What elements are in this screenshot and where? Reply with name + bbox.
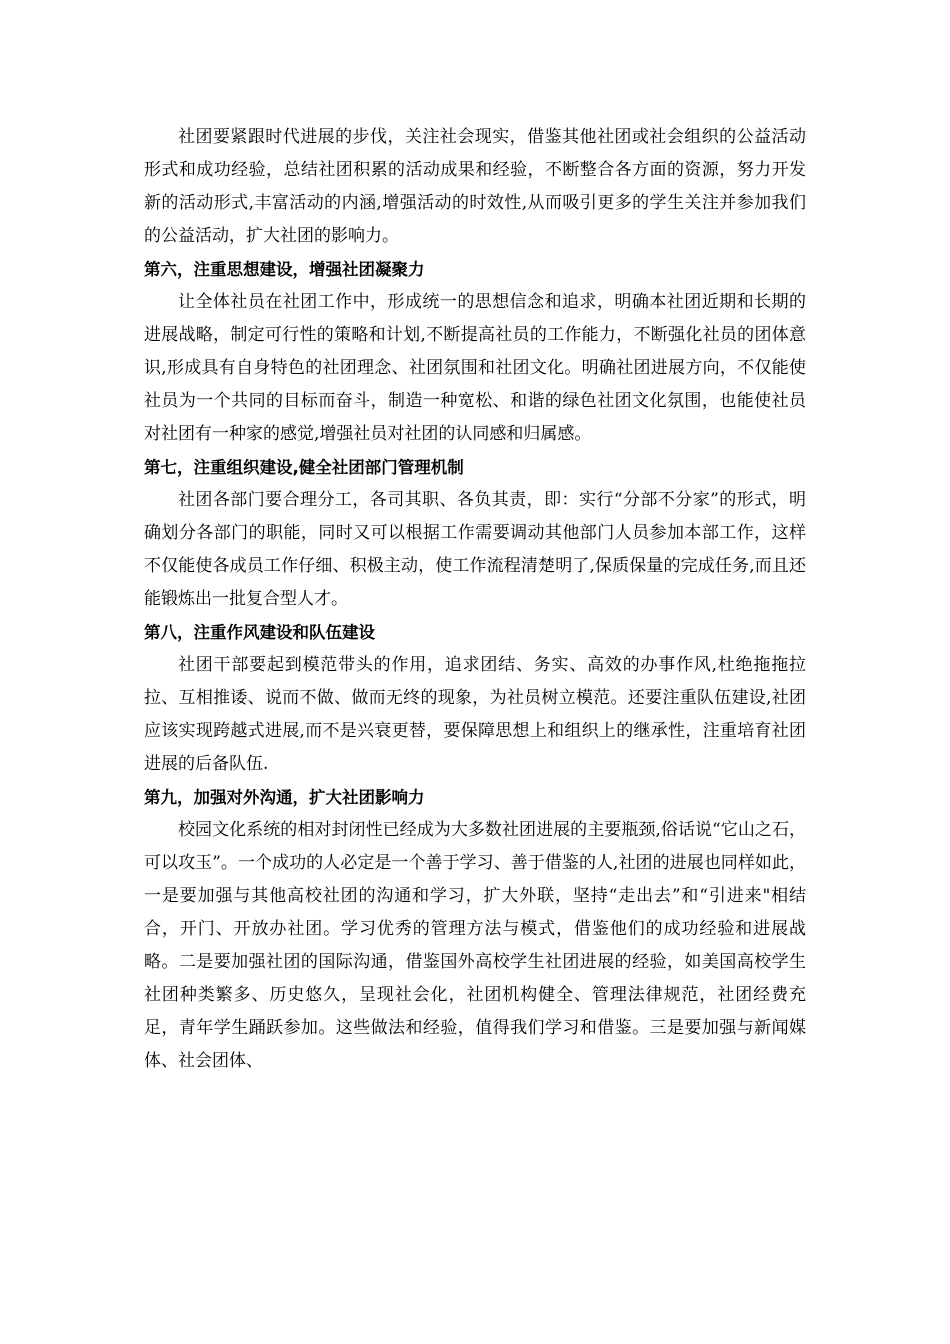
heading-section-9: 第九，加强对外沟通，扩大社团影响力 [144, 788, 425, 807]
paragraph-community-activities: 社团要紧跟时代进展的步伐，关注社会现实，借鉴其他社团或社会组织的公益活动形式和成功经验，总结社团积累的活动成果和经验，不断整合各方面的资源，努力开发新的活动形式,丰富活动的内涵,增强活动的时效性,从而吸引更多的学生关注并参加我们的公益活动，扩大社团的影响力。 [144, 127, 806, 246]
paragraph-work-style-building: 社团干部要起到模范带头的作用，追求团结、务实、高效的办事作风,杜绝拖拖拉拉、互相推诿、说而不做、做而无终的现象，为社员树立模范。还要注重队伍建设,社团应该实现跨越式进展,而不是兴衰更替，要保障思想上和组织上的继承性，注重培育社团进展的后备队伍. [144, 655, 806, 774]
paragraph-external-communication: 校园文化系统的相对封闭性已经成为大多数社团进展的主要瓶颈,俗话说“它山之石，可以攻玉”。一个成功的人必定是一个善于学习、善于借鉴的人,社团的进展也同样如此，一是要加强与其他高校社团的沟通和学习，扩大外联，坚持“走出去”和“引进来"相结合，开门、开放办社团。学习优秀的管理方法与模式，借鉴他们的成功经验和进展战略。二是要加强社团的国际沟通，借鉴国外高校学生社团进展的经验，如美国高校学生社团种类繁多、历史悠久，呈现社会化，社团机构健全、管理法律规范，社团经费充足，青年学生踊跃参加。这些做法和经验，值得我们学习和借鉴。三是要加强与新闻媒体、社会团体、 [144, 820, 806, 1071]
heading-section-8: 第八，注重作风建设和队伍建设 [144, 623, 375, 642]
heading-section-7: 第七，注重组织建设,健全社团部门管理机制 [144, 458, 464, 477]
paragraph-ideological-building: 让全体社员在社团工作中，形成统一的思想信念和追求，明确本社团近期和长期的进展战略，制定可行性的策略和计划,不断提高社员的工作能力，不断强化社员的团体意识,形成具有自身特色的社团理念、社团氛围和社团文化。明确社团进展方向，不仅能使社员为一个共同的目标而奋斗，制造一种宽松、和谐的绿色社团文化氛围，也能使社员对社团有一种家的感觉,增强社员对社团的认同感和归属感。 [144, 292, 806, 444]
heading-section-6: 第六，注重思想建设，增强社团凝聚力 [144, 260, 425, 279]
paragraph-organizational-building: 社团各部门要合理分工，各司其职、各负其责，即：实行“分部不分家”的形式，明确划分各部门的职能，同时又可以根据工作需要调动其他部门人员参加本部工作，这样不仅能使各成员工作仔细、积极主动，使工作流程清楚明了,保质保量的完成任务,而且还能锻炼出一批复合型人才。 [144, 490, 806, 609]
document-body [144, 121, 806, 1078]
